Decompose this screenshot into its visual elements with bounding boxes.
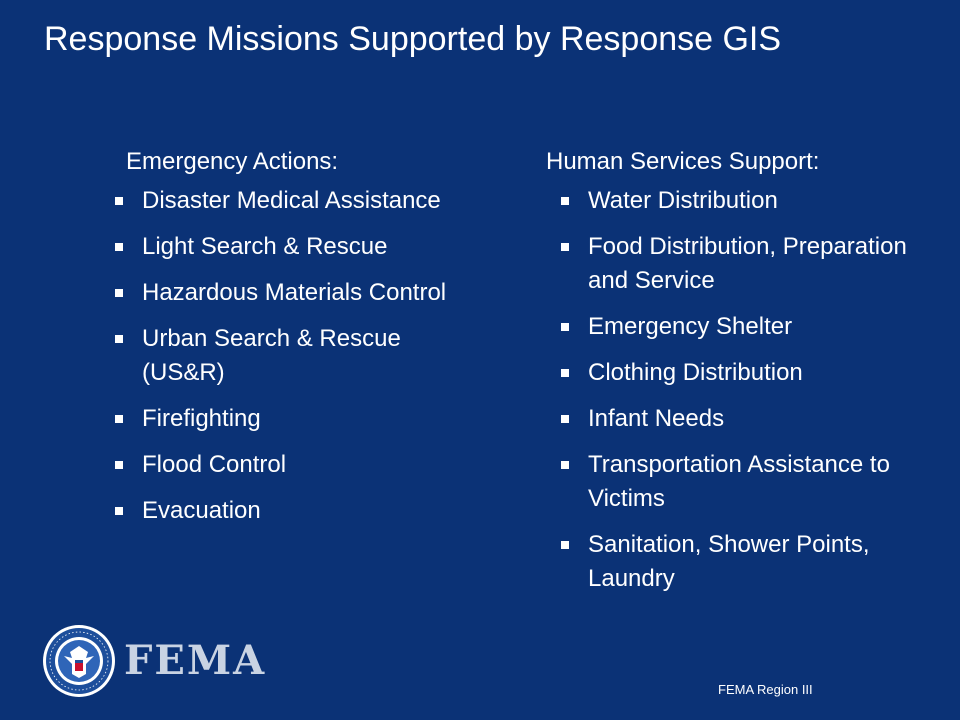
square-bullet-icon: [561, 461, 569, 469]
emergency-actions-heading: Emergency Actions:: [126, 148, 339, 175]
list-item: [558, 230, 946, 298]
square-bullet-icon: [561, 243, 569, 251]
list-item-text: Flood Control: [142, 451, 287, 478]
square-bullet-icon: [561, 415, 569, 423]
square-bullet-icon: [561, 369, 569, 377]
dhs-seal-icon: [42, 624, 116, 698]
square-bullet-icon: [115, 415, 123, 423]
list-item: [112, 230, 486, 264]
square-bullet-icon: [561, 197, 569, 205]
list-item: [558, 184, 946, 218]
list-item: [558, 402, 946, 436]
emergency-actions-list: [112, 184, 486, 528]
list-item: [558, 448, 946, 516]
human-services-column: [546, 144, 946, 608]
list-item: [558, 528, 946, 596]
list-item-text: Food Distribution, Preparation and Service: [588, 233, 907, 294]
square-bullet-icon: [561, 323, 569, 331]
list-item-text: Clothing Distribution: [588, 359, 803, 386]
list-item-text: Hazardous Materials Control: [142, 279, 447, 306]
square-bullet-icon: [115, 507, 123, 515]
square-bullet-icon: [115, 243, 123, 251]
list-item: [112, 448, 486, 482]
square-bullet-icon: [115, 461, 123, 469]
list-item-text: Sanitation, Shower Points, Laundry: [588, 531, 870, 592]
list-item: [112, 184, 486, 218]
list-item-text: Urban Search & Rescue (US&R): [142, 325, 401, 386]
list-item: [558, 310, 946, 344]
list-item-text: Firefighting: [142, 405, 261, 432]
list-item-text: Infant Needs: [588, 405, 725, 432]
list-item-text: Light Search & Rescue: [142, 233, 388, 260]
fema-logo: [42, 624, 266, 698]
footer-region-label: FEMA Region III: [718, 682, 813, 697]
fema-wordmark: FEMA: [124, 637, 267, 684]
list-item-text: Disaster Medical Assistance: [142, 187, 441, 214]
square-bullet-icon: [115, 335, 123, 343]
list-item: [112, 322, 486, 390]
square-bullet-icon: [561, 541, 569, 549]
list-item: [112, 402, 486, 436]
square-bullet-icon: [115, 197, 123, 205]
human-services-heading: Human Services Support:: [546, 148, 820, 175]
slide-title: Response Missions Supported by Response GIS: [44, 20, 782, 58]
list-item: [112, 494, 486, 528]
list-item-text: Evacuation: [142, 497, 261, 524]
list-item: [558, 356, 946, 390]
list-item-text: Transportation Assistance to Victims: [588, 451, 890, 512]
list-item-text: Water Distribution: [588, 187, 778, 214]
human-services-list: [558, 184, 946, 596]
square-bullet-icon: [115, 289, 123, 297]
emergency-actions-column: [126, 144, 486, 540]
list-item-text: Emergency Shelter: [588, 313, 793, 340]
list-item: [112, 276, 486, 310]
